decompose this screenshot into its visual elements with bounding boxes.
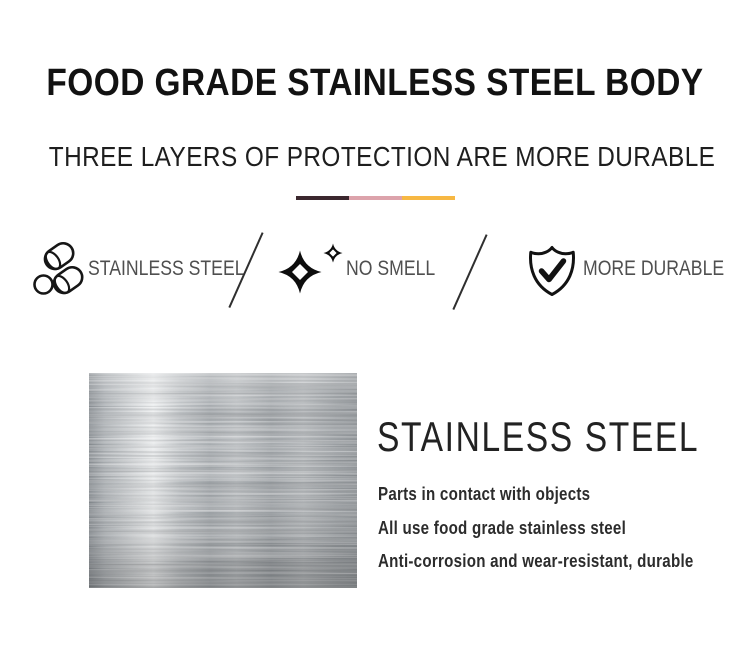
- detail-line: Parts in contact with objects: [378, 484, 591, 504]
- detail-description: [378, 478, 694, 579]
- shield-check-icon: [527, 243, 577, 299]
- divider-segment-dark: [296, 196, 349, 200]
- slash-divider-icon: [452, 234, 487, 310]
- page-subtitle: THREE LAYERS OF PROTECTION ARE MORE DURABLE: [48, 141, 716, 172]
- tricolor-divider: [296, 196, 455, 200]
- feature-label-more-durable: MORE DURABLE: [583, 257, 725, 280]
- detail-heading: STAINLESS STEEL: [377, 413, 700, 460]
- stainless-steel-texture-image: [89, 373, 357, 588]
- detail-line: All use food grade stainless steel: [378, 517, 627, 538]
- feature-label-stainless-steel: STAINLESS STEEL: [88, 257, 245, 280]
- feature-label-no-smell: NO SMELL: [346, 257, 436, 280]
- sparkles-icon: [278, 242, 346, 298]
- detail-line: Anti-corrosion and wear-resistant, durable: [378, 551, 694, 571]
- page-title: FOOD GRADE STAINLESS STEEL BODY: [46, 62, 704, 104]
- steel-pipes-icon: [33, 240, 91, 296]
- divider-segment-amber: [402, 196, 455, 200]
- divider-segment-pink: [349, 196, 402, 200]
